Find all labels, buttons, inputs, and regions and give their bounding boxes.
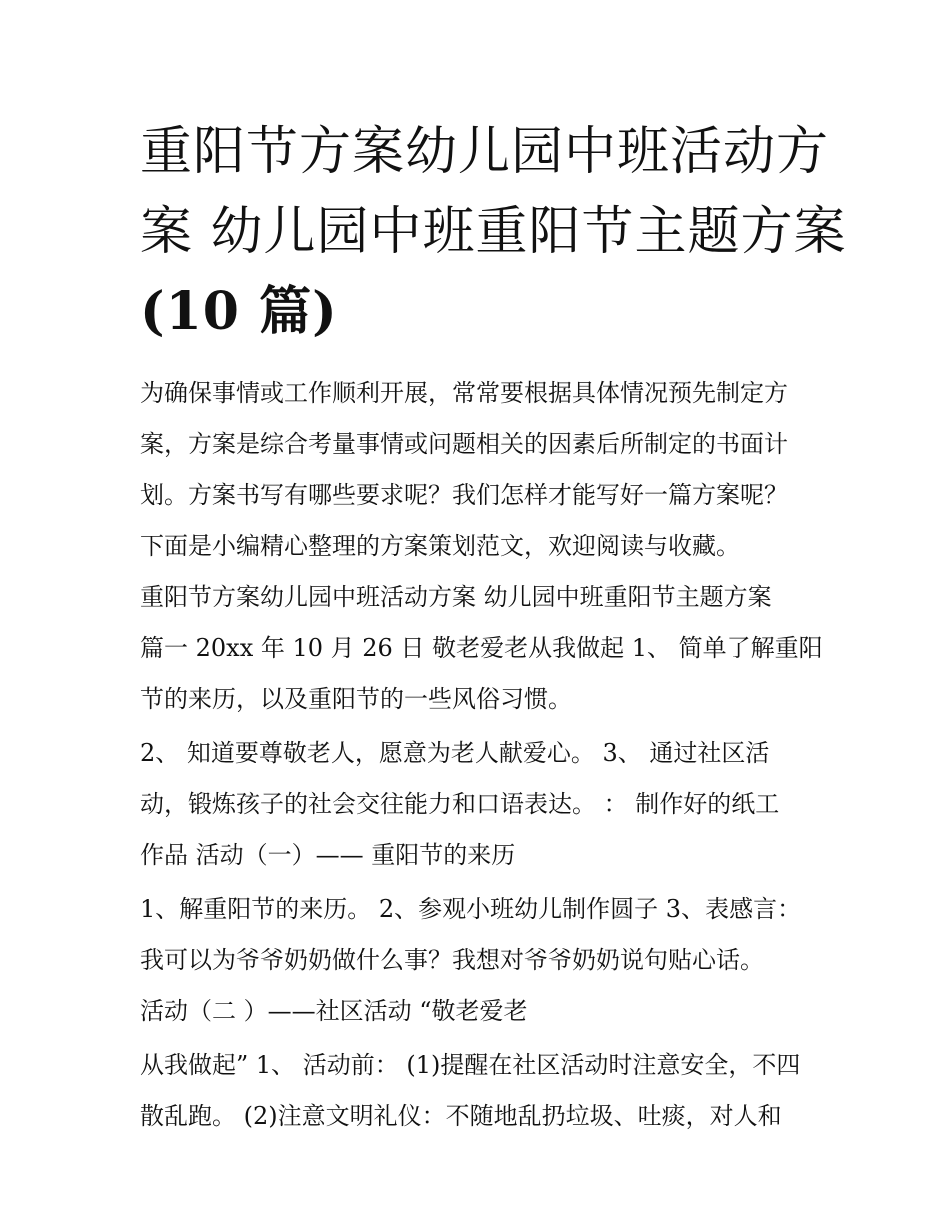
title-line: (10 篇) — [140, 281, 338, 342]
body-line: 重阳节方案幼儿园中班活动方案 幼儿园中班重阳节主题方案 — [140, 583, 772, 611]
body-line: 1、解重阳节的来历。 2、参观小班幼儿制作圆子 3、表感言： — [140, 895, 802, 923]
body-line: 动，锻炼孩子的社会交往能力和口语表达。 ： 制作好的纸工 — [140, 790, 780, 818]
body-line: 为确保事情或工作顺利开展，常常要根据具体情况预先制定方 — [140, 379, 788, 407]
body-line: 划。方案书写有哪些要求呢？我们怎样才能写好一篇方案呢？ — [140, 481, 788, 509]
body-line: 2、 知道要尊敬老人，愿意为老人献爱心。 3、 通过社区活 — [140, 739, 770, 767]
body-line: 篇一 20xx 年 10 月 26 日 敬老爱老从我做起 1、 简单了解重阳 — [140, 634, 823, 662]
title-line: 重阳节方案幼儿园中班活动方 — [140, 122, 830, 182]
body-line: 下面是小编精心整理的方案策划范文，欢迎阅读与收藏。 — [140, 532, 740, 560]
body-line: 节的来历，以及重阳节的一些风俗习惯。 — [140, 685, 572, 713]
body-line: 活动（二 ）——社区活动 “敬老爱老 — [140, 997, 528, 1025]
title-line: 案 幼儿园中班重阳节主题方案 — [140, 202, 847, 262]
document-title — [140, 112, 847, 352]
body-line: 从我做起” 1、 活动前： (1)提醒在社区活动时注意安全，不四 — [140, 1051, 801, 1079]
body-line: 我可以为爷爷奶奶做什么事？我想对爷爷奶奶说句贴心话。 — [140, 946, 764, 974]
body-line: 散乱跑。 (2)注意文明礼仪：不随地乱扔垃圾、吐痰，对人和 — [140, 1102, 782, 1130]
document-body — [140, 368, 823, 1142]
body-line: 作品 活动（一）—— 重阳节的来历 — [140, 841, 516, 869]
document-page — [140, 112, 847, 1142]
body-line: 案，方案是综合考量事情或问题相关的因素后所制定的书面计 — [140, 430, 788, 458]
